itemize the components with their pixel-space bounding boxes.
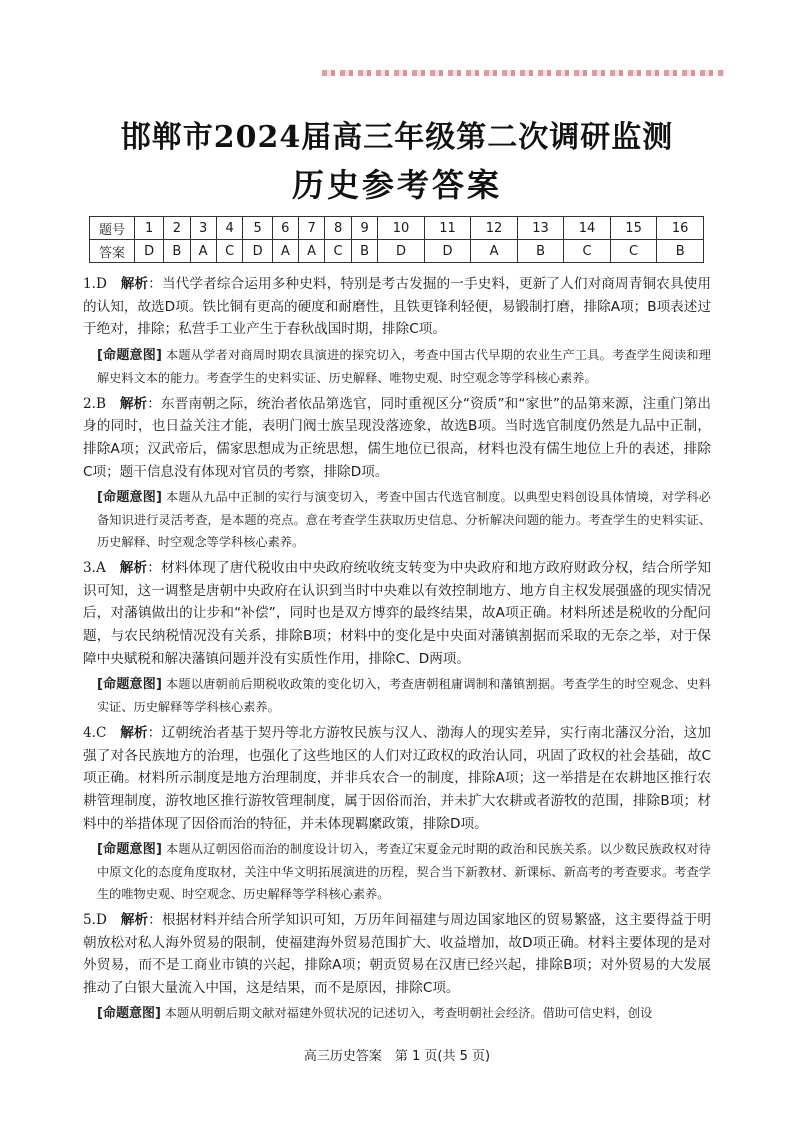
question-number-cell: 9 [351,217,377,240]
intent-paragraph [97,1002,711,1025]
intent-label: [命题意图] [97,677,162,693]
answer-table-number-row [90,217,704,240]
answer-cell: B [517,240,564,263]
analysis-label: 解析 [120,276,149,292]
intent-label: [命题意图] [97,347,162,363]
analysis-paragraph [83,722,711,835]
question-number-cell: 3 [190,217,216,240]
explanation-item [83,273,711,389]
intent-label: [命题意图] [97,842,162,858]
intent-label: [命题意图] [97,1006,161,1022]
intent-paragraph [97,673,711,718]
analysis-text: ：根据材料并结合所学知识可知，万历年间福建与周边国家地区的贸易繁盛，这主要得益于明朝放松对私人海外贸易的限制，使福建海外贸易范围扩大、收益增加，故D项正确。材料主要体现的是对外贸易，而不是工商业市镇的兴起，排除A项；朝贡贸易在汉唐已经兴起，排除B项；对外贸易的大发展推动了白银大量流入中国，这是结果，而不是原因，排除C项。 [83,912,712,996]
intent-paragraph [97,486,711,553]
explanation-item [83,722,711,905]
question-number-cell: 1 [135,217,164,240]
document-title: 邯郸市2024届高三年级第二次调研监测 [120,120,674,155]
question-answer-number: 2.B [83,395,106,412]
intent-paragraph [97,838,711,905]
answer-cell: C [610,240,657,263]
analysis-paragraph [83,393,711,483]
answer-cell: D [243,240,272,263]
intent-text: 本题从学者对商周时期农具演进的探究切入，考查中国古代早期的农业生产工具。考查学生阅读和理解史料文本的能力。考查学生的史料实证、历史解释、唯物史观、时空观念等学科核心素养。 [97,347,711,385]
intent-text: 本题以唐朝前后期税收政策的变化切入，考查唐朝租庸调制和藩镇割据。考查学生的时空观念、史料实证、历史解释等学科核心素养。 [97,677,711,715]
intent-text: 本题从明朝后期文献对福建外贸状况的记述切入，考查明朝社会经济。借助可信史料，创设 [164,1006,653,1021]
question-number-cell: 11 [424,217,471,240]
analysis-label: 解析 [119,395,148,412]
answer-cell: D [424,240,471,263]
intent-text: 本题从辽朝因俗而治的制度设计切入，考查辽宋夏金元时期的政治和民族关系。以少数民族政权对待中原文化的态度角度取材，关注中华文明拓展演进的历程，契合当下新教材、新课标、新高考的考查要求。考查学生的唯物史观、时空观念、历史解释等学科核心素养。 [97,842,711,902]
question-answer-number: 1.D [83,276,107,292]
analysis-text: ：辽朝统治者基于契丹等北方游牧民族与汉人、渤海人的现实差异，实行南北藩汉分治，这加强了对各民族地方的治理，也强化了这些地区的人们对辽政权的政治认同，巩固了政权的社会基础，故C项正确。材料所示制度是地方治理制度，并非兵农合一的制度，排除A项；这一举措是在农耕地区推行农耕管理制度，游牧地区推行游牧管理制度，属于因俗而治，并未扩大农耕或者游牧的范围，排除B项；材料中的举措体现了因俗而治的特征，并未体现羁縻政策，排除D项。 [83,725,711,832]
question-number-cell: 6 [272,217,298,240]
analysis-paragraph [83,273,711,341]
question-number-cell: 2 [164,217,190,240]
question-number-cell: 7 [298,217,324,240]
intent-text: 本题从九品中正制的实行与演变切入，考查中国古代选官制度。以典型史料创设具体情境，对学科必备知识进行灵活考查，是本题的亮点。意在考查学生获取历史信息、分析解决问题的能力。考查学生的史料实证、历史解释、时空观念等学科核心素养。 [97,490,711,550]
explanation-item [83,909,711,1025]
answer-cell: A [190,240,216,263]
intent-label: [命题意图] [97,490,162,506]
intent-paragraph [97,344,711,389]
question-number-cell: 14 [564,217,611,240]
table-header-cell: 题号 [90,217,135,240]
answer-cell: C [325,240,352,263]
answer-cell: C [564,240,611,263]
analysis-label: 解析 [120,725,148,742]
analysis-label: 解析 [119,560,148,577]
question-answer-number: 5.D [83,912,107,929]
question-answer-number: 3.A [83,560,106,577]
question-number-cell: 12 [471,217,518,240]
answer-cell: B [657,240,704,263]
answer-cell: C [216,240,243,263]
question-number-cell: 4 [216,217,243,240]
analysis-paragraph [83,557,711,670]
question-number-cell: 5 [243,217,272,240]
question-number-cell: 15 [610,217,657,240]
answer-cell: A [272,240,298,263]
question-number-cell: 8 [325,217,352,240]
question-number-cell: 10 [378,217,425,240]
answer-cell: D [378,240,425,263]
top-decorative-strip [322,70,724,76]
question-answer-number: 4.C [83,725,107,742]
explanations [83,273,711,1029]
answer-cell: D [135,240,164,263]
table-header-cell: 答案 [90,240,135,263]
answer-cell: A [298,240,324,263]
answer-cell: A [471,240,518,263]
explanation-item [83,393,711,553]
page-footer: 高三历史答案 第 1 页(共 5 页) [303,1049,491,1064]
answer-table-answer-row [90,240,704,263]
answer-table [89,216,704,263]
answer-cell: B [351,240,377,263]
document-subtitle: 历史参考答案 [291,166,502,204]
explanation-item [83,557,711,718]
question-number-cell: 16 [657,217,704,240]
answer-cell: B [164,240,190,263]
analysis-text: ：材料体现了唐代税收由中央政府统收统支转变为中央政府和地方政府财政分权，结合所学知识可知，这一调整是唐朝中央政府在认识到当时中央难以有效控制地方、地方自主权发展强盛的现实情况后，对藩镇做出的让步和“补偿”，同时也是双方博弈的最终结果，故A项正确。材料所述是税收的分配问题，与农民纳税情况没有关系，排除B项；材料中的变化是中央面对藩镇割据而采取的无奈之举，对于保障中央赋税和解决藩镇问题并没有实质性作用，排除C、D两项。 [83,560,712,667]
analysis-label: 解析 [120,912,149,929]
analysis-text: ：东晋南朝之际，统治者依品第选官，同时重视区分“资质”和“家世”的品第来源，注重门第出身的同时，也日益关注才能，表明门阀士族呈现没落迹象，故选B项。当时选官制度仍然是九品中正制，排除A项；汉武帝后，儒家思想成为正统思想，儒生地位已很高，材料也没有儒生地位上升的表述，排除C项；题干信息没有体现对官员的考察，排除D项。 [83,395,712,480]
analysis-paragraph [83,909,711,999]
question-number-cell: 13 [517,217,564,240]
analysis-text: ：当代学者综合运用多种史料，特别是考古发掘的一手史料，更新了人们对商周青铜农具使用的认知，故选D项。铁比铜有更高的硬度和耐磨性，且铁更锋利轻便，易锻制打磨，排除A项；B项表述过于绝对，排除；私营手工业产生于春秋战国时期，排除C项。 [83,276,712,338]
